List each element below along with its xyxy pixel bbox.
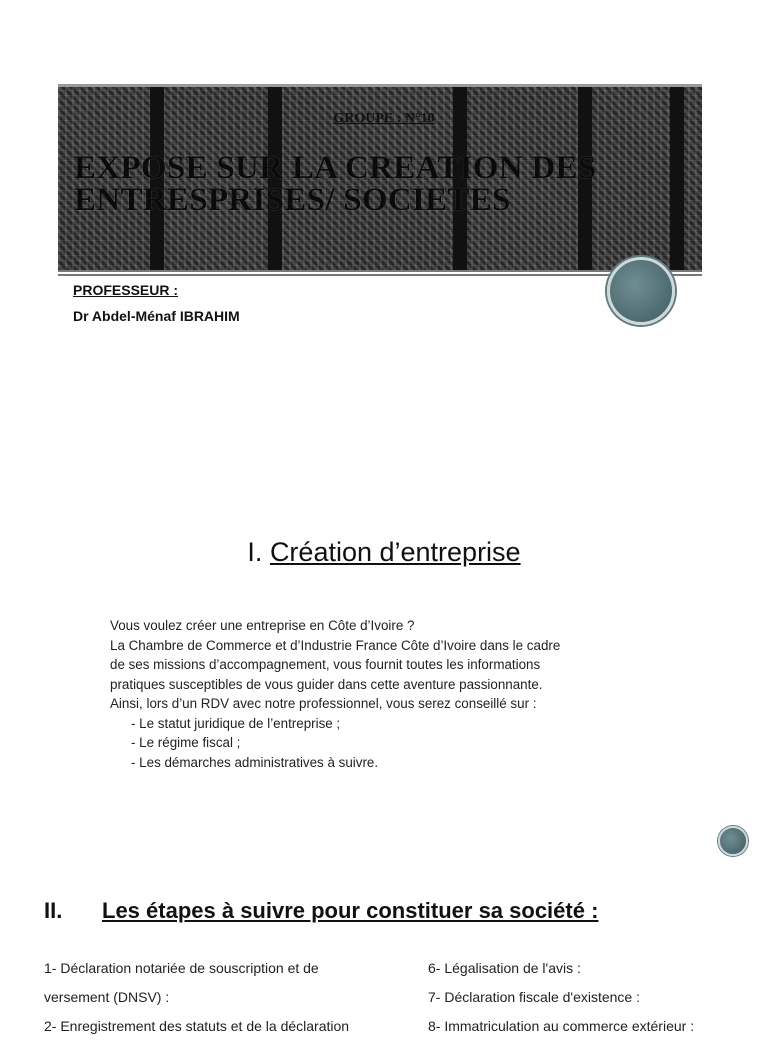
- section1-paragraph: [110, 616, 670, 772]
- professor-label: PROFESSEUR :: [73, 282, 179, 298]
- section1-title: Création d’entreprise: [269, 537, 521, 567]
- list-item: - Le statut juridique de l’entreprise ;: [131, 715, 341, 731]
- group-label: GROUPE : N°10: [333, 111, 435, 126]
- decorative-circle: [607, 257, 675, 325]
- paragraph-line: pratiques susceptibles de vous guider dans cette aventure passionnante.: [110, 676, 543, 692]
- steps-column-right: [428, 954, 758, 1041]
- section2-heading: [44, 898, 598, 924]
- section1-number: I.: [247, 537, 263, 567]
- professor-name: Dr Abdel-Ménaf IBRAHIM: [73, 308, 240, 324]
- step-line: 6- Légalisation de l'avis :: [428, 960, 581, 976]
- list-item: - Le régime fiscal ;: [131, 735, 241, 750]
- step-line: versement (DNSV) :: [44, 989, 170, 1005]
- step-line: 8- Immatriculation au commerce extérieur :: [428, 1018, 695, 1034]
- paragraph-line: de ses missions d’accompagnement, vous fournit toutes les informations: [110, 657, 541, 672]
- step-line: 7- Déclaration fiscale d'existence :: [428, 989, 640, 1005]
- paragraph-line: Vous voulez créer une entreprise en Côte d’Ivoire ?: [110, 618, 415, 633]
- section2-number: II.: [44, 898, 63, 923]
- decorative-circle-small: [718, 826, 748, 856]
- banner-divider: [58, 274, 702, 276]
- cover-title: [74, 152, 674, 216]
- step-line: 2- Enregistrement des statuts et de la déclaration: [44, 1018, 350, 1034]
- section2-title: Les étapes à suivre pour constituer sa société :: [102, 898, 599, 923]
- section1-heading: [0, 537, 768, 568]
- paragraph-line: La Chambre de Commerce et d’Industrie France Côte d’Ivoire dans le cadre: [110, 637, 561, 653]
- cover-title-line: EXPOSE SUR LA CREATION DES: [74, 150, 597, 186]
- cover-title-line: ENTRESPRISES/ SOCIETES: [74, 182, 511, 218]
- step-line: 1- Déclaration notariée de souscription et de: [44, 960, 319, 976]
- paragraph-line: Ainsi, lors d’un RDV avec notre professionnel, vous serez conseillé sur :: [110, 696, 537, 711]
- advice-list: [110, 714, 670, 773]
- banner-divider: [58, 270, 702, 272]
- steps-column-left: [44, 954, 404, 1041]
- list-item: - Les démarches administratives à suivre.: [131, 754, 379, 770]
